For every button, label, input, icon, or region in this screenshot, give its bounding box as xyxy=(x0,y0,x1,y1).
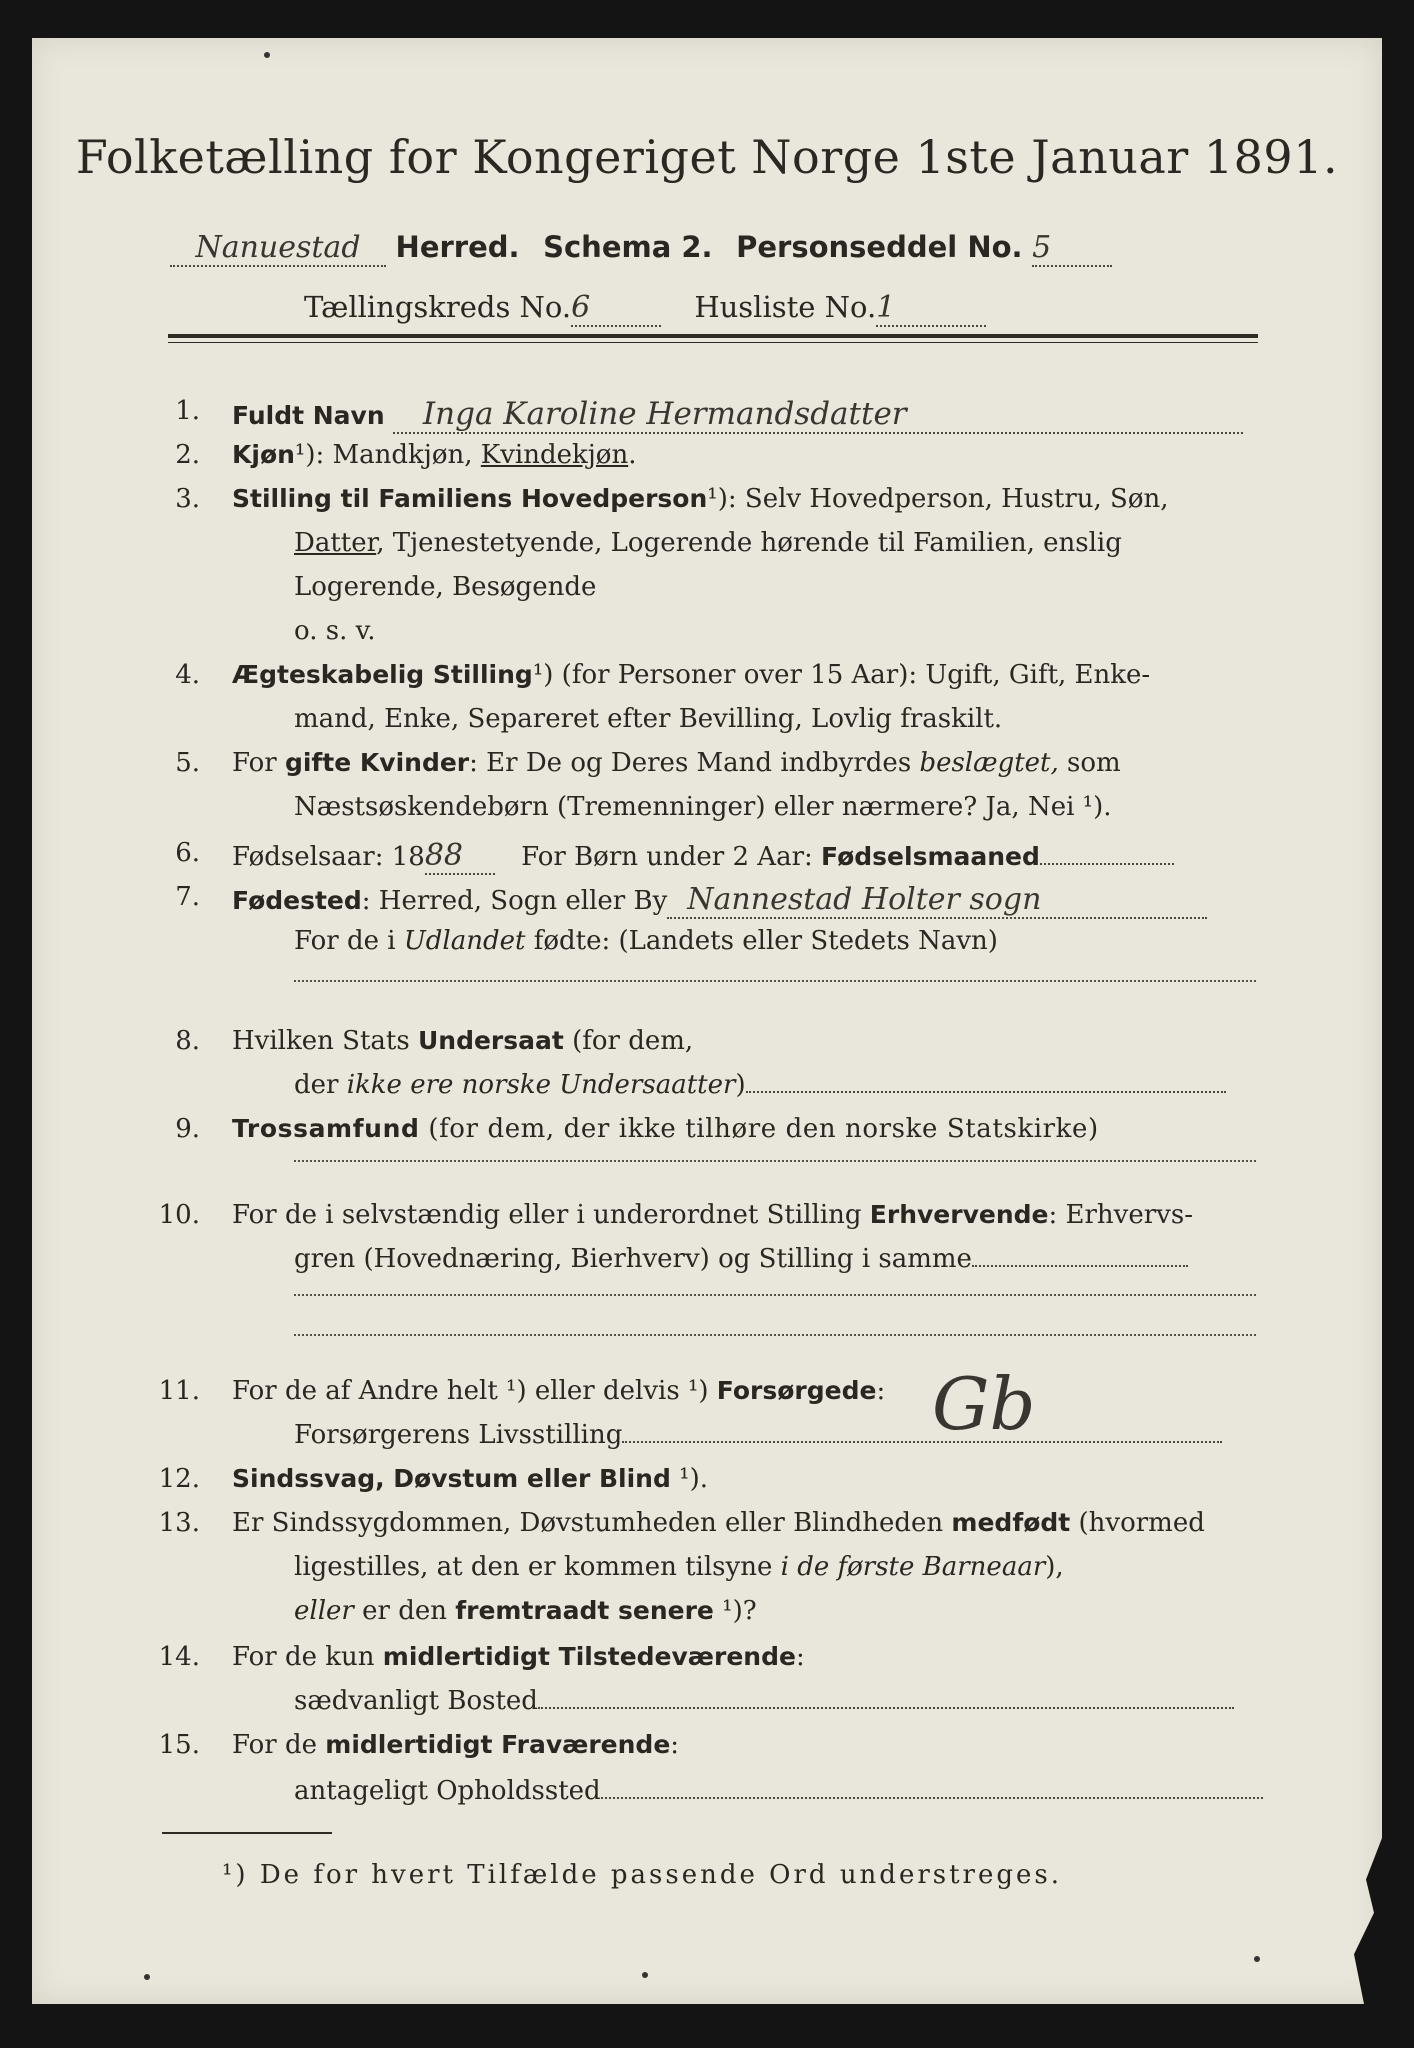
text: ¹)? xyxy=(713,1596,757,1626)
paper-speck xyxy=(1254,1956,1260,1962)
text: er den xyxy=(353,1596,456,1626)
taellingskreds-label: Tællingskreds No. xyxy=(304,290,572,324)
header-line-1 xyxy=(170,230,1112,267)
text: : Er De og Deres Mand indbyrdes xyxy=(469,748,920,778)
item-4-line-1 xyxy=(232,660,1150,690)
item-13-line-3 xyxy=(294,1596,757,1626)
full-name-label: Fuldt Navn xyxy=(232,401,385,430)
footnote-rule xyxy=(162,1832,332,1834)
personseddel-label: Personseddel No. xyxy=(736,230,1023,264)
family-position-options-2: , Tjenestetyende, Logerende hørende til Familien, enslig xyxy=(376,528,1122,558)
item-2 xyxy=(232,440,636,470)
later-onset-label: fremtraadt senere xyxy=(455,1596,714,1625)
item-number: 2. xyxy=(175,440,200,470)
item-number: 5. xyxy=(175,748,200,778)
text: ¹). xyxy=(670,1464,708,1494)
text: : xyxy=(876,1376,886,1406)
item-4-line-2: mand, Enke, Separeret efter Bevilling, Lovlig fraskilt. xyxy=(294,704,1003,734)
disability-label: Sindssvag, Døvstum eller Blind xyxy=(232,1464,671,1493)
text: ) xyxy=(735,1070,746,1100)
text: (for dem, der ikke tilhøre den norske Statskirke) xyxy=(419,1114,1099,1144)
item-10-line-2 xyxy=(294,1244,1188,1274)
temp-absent-label: midlertidigt Fraværende xyxy=(325,1730,671,1759)
punct: . xyxy=(628,440,637,470)
text: gren (Hovednæring, Bierhverv) og Stilling i samme xyxy=(294,1244,972,1274)
item-13-line-1 xyxy=(232,1508,1205,1538)
text: beslægtet, xyxy=(919,748,1059,778)
supporter-value: Gb xyxy=(932,1362,1036,1446)
text: : Herred, Sogn eller By xyxy=(361,886,668,916)
item-3-line-1 xyxy=(232,484,1169,514)
family-position-label: Stilling til Familiens Hovedperson xyxy=(232,484,708,513)
birth-month-label: Fødselsmaaned xyxy=(821,842,1040,871)
form-title: Folketælling for Kongeriget Norge 1ste Januar 1891. xyxy=(75,130,1339,184)
text: For xyxy=(232,748,285,778)
answer-line xyxy=(294,1294,1256,1296)
answer-line xyxy=(294,980,1256,982)
text: For de af Andre helt ¹) eller delvis ¹) xyxy=(232,1376,717,1406)
item-14-line-1 xyxy=(232,1642,805,1672)
item-number: 4. xyxy=(175,660,200,690)
item-5-line-1 xyxy=(232,748,1121,778)
husliste-value: 1 xyxy=(876,290,986,327)
text: fødte: (Landets eller Stedets Navn) xyxy=(525,926,998,956)
sex-label: Kjøn xyxy=(232,440,295,469)
text: For de kun xyxy=(232,1642,383,1672)
birth-year-label: Fødselsaar: 18 xyxy=(232,842,425,872)
item-8-line-1 xyxy=(232,1026,693,1056)
text: (for dem, xyxy=(563,1026,694,1056)
occupation-label: Erhvervende xyxy=(869,1200,1049,1229)
footnote-ref: ¹) xyxy=(707,484,728,514)
item-3-line-4: o. s. v. xyxy=(294,616,376,646)
text: (hvormed xyxy=(1070,1508,1205,1538)
family-position-chosen: Datter xyxy=(294,528,377,558)
item-number: 13. xyxy=(158,1508,200,1538)
taellingskreds-value: 6 xyxy=(571,290,661,327)
personseddel-value: 5 xyxy=(1032,230,1112,267)
item-number: 12. xyxy=(158,1464,200,1494)
text: Hvilken Stats xyxy=(232,1026,418,1056)
herred-value: Nanuestad xyxy=(170,230,386,267)
answer-line xyxy=(294,1160,1256,1162)
item-3-line-2 xyxy=(294,528,1122,558)
item-number: 9. xyxy=(175,1114,200,1144)
text: ), xyxy=(1045,1552,1064,1582)
birth-year-value: 88 xyxy=(425,838,495,875)
citizenship-label: Undersaat xyxy=(417,1026,564,1055)
item-number: 3. xyxy=(175,484,200,514)
footnote-ref: ¹) xyxy=(294,440,316,470)
text: Er Sindssygdommen, Døvstumheden eller Blindheden xyxy=(232,1508,952,1538)
header-rule-thick xyxy=(168,334,1258,338)
temp-present-label: midlertidigt Tilstedeværende xyxy=(382,1642,796,1671)
item-11-line-1 xyxy=(232,1376,885,1406)
sex-options: : Mandkjøn, xyxy=(315,440,481,470)
item-number: 7. xyxy=(175,882,200,912)
item-9 xyxy=(232,1114,1099,1144)
text: ikke ere norske Undersaatter xyxy=(346,1070,736,1100)
birthplace-value: Nannestad Holter sogn xyxy=(667,882,1207,919)
item-13-line-2 xyxy=(294,1552,1064,1582)
supporter-field xyxy=(622,1441,1222,1443)
text: For de i xyxy=(294,926,404,956)
item-10-line-1 xyxy=(232,1200,1193,1230)
text: Udlandet xyxy=(403,926,526,956)
item-12 xyxy=(232,1464,708,1494)
footnote: ¹) De for hvert Tilfælde passende Ord understreges. xyxy=(222,1860,1063,1890)
text: sædvanligt Bosted xyxy=(294,1686,538,1716)
citizenship-field xyxy=(746,1091,1226,1093)
item-number: 1. xyxy=(175,396,200,426)
answer-line xyxy=(294,1334,1256,1336)
usual-residence-field xyxy=(538,1707,1234,1709)
item-number: 6. xyxy=(175,838,200,868)
text: For de xyxy=(232,1730,326,1760)
text: : xyxy=(670,1730,680,1760)
item-3-line-3: Logerende, Besøgende xyxy=(294,572,597,602)
supported-label: Forsørgede xyxy=(716,1376,877,1405)
item-11-line-2 xyxy=(294,1420,1222,1450)
text: der xyxy=(294,1070,347,1100)
family-position-options: : Selv Hovedperson, Hustru, Søn, xyxy=(727,484,1169,514)
paper-speck xyxy=(264,52,270,58)
item-number: 8. xyxy=(175,1026,200,1056)
birth-month-field xyxy=(1040,863,1174,865)
item-14-line-2 xyxy=(294,1686,1234,1716)
marital-status-label: Ægteskabelig Stilling xyxy=(232,660,533,689)
schema-label: Schema 2. xyxy=(543,230,713,264)
occupation-field xyxy=(972,1265,1188,1267)
item-number: 15. xyxy=(158,1730,200,1760)
paper-tear xyxy=(1342,1838,1382,2004)
text: : Erhvervs- xyxy=(1048,1200,1193,1230)
text: som xyxy=(1058,748,1121,778)
text: For de i selvstændig eller i underordnet Stilling xyxy=(232,1200,870,1230)
sex-chosen: Kvindekjøn xyxy=(480,440,629,470)
birthplace-label: Fødested xyxy=(232,886,362,915)
footnote-ref: ¹) xyxy=(532,660,554,690)
item-15-line-2 xyxy=(294,1776,1263,1806)
item-5-line-2: Næstsøskendebørn (Tremenninger) eller nærmere? Ja, Nei ¹). xyxy=(294,792,1112,822)
text: i de første Barneaar xyxy=(780,1552,1046,1582)
item-number: 10. xyxy=(158,1200,200,1230)
header-rule-thin xyxy=(168,342,1258,343)
religion-label: Trossamfund xyxy=(232,1114,420,1143)
item-8-line-2 xyxy=(294,1070,1226,1100)
census-form xyxy=(32,38,1382,2004)
header-line-2 xyxy=(304,290,986,327)
text: Forsørgerens Livsstilling xyxy=(294,1420,623,1450)
text: : xyxy=(795,1642,805,1672)
congenital-label: medfødt xyxy=(951,1508,1071,1537)
text: ligestilles, at den er kommen tilsyne xyxy=(294,1552,781,1582)
text: For Børn under 2 Aar: xyxy=(521,842,822,872)
item-7-line-1 xyxy=(232,882,1207,919)
item-6 xyxy=(232,838,1174,875)
item-1 xyxy=(232,396,1243,434)
herred-label: Herred. xyxy=(395,230,520,264)
husliste-label: Husliste No. xyxy=(694,290,877,324)
marital-status-options: (for Personer over 15 Aar): Ugift, Gift, Enke- xyxy=(553,660,1151,690)
full-name-value: Inga Karoline Hermandsdatter xyxy=(393,396,1243,434)
text: eller xyxy=(294,1596,354,1626)
paper-speck xyxy=(144,1974,150,1980)
married-women-label: gifte Kvinder xyxy=(284,748,470,777)
item-number: 11. xyxy=(158,1376,200,1406)
stay-location-field xyxy=(601,1797,1263,1799)
text: antageligt Opholdssted xyxy=(294,1776,601,1806)
item-number: 14. xyxy=(158,1642,200,1672)
paper-speck xyxy=(642,1972,648,1978)
item-15-line-1 xyxy=(232,1730,679,1760)
item-7-line-2 xyxy=(294,926,998,956)
